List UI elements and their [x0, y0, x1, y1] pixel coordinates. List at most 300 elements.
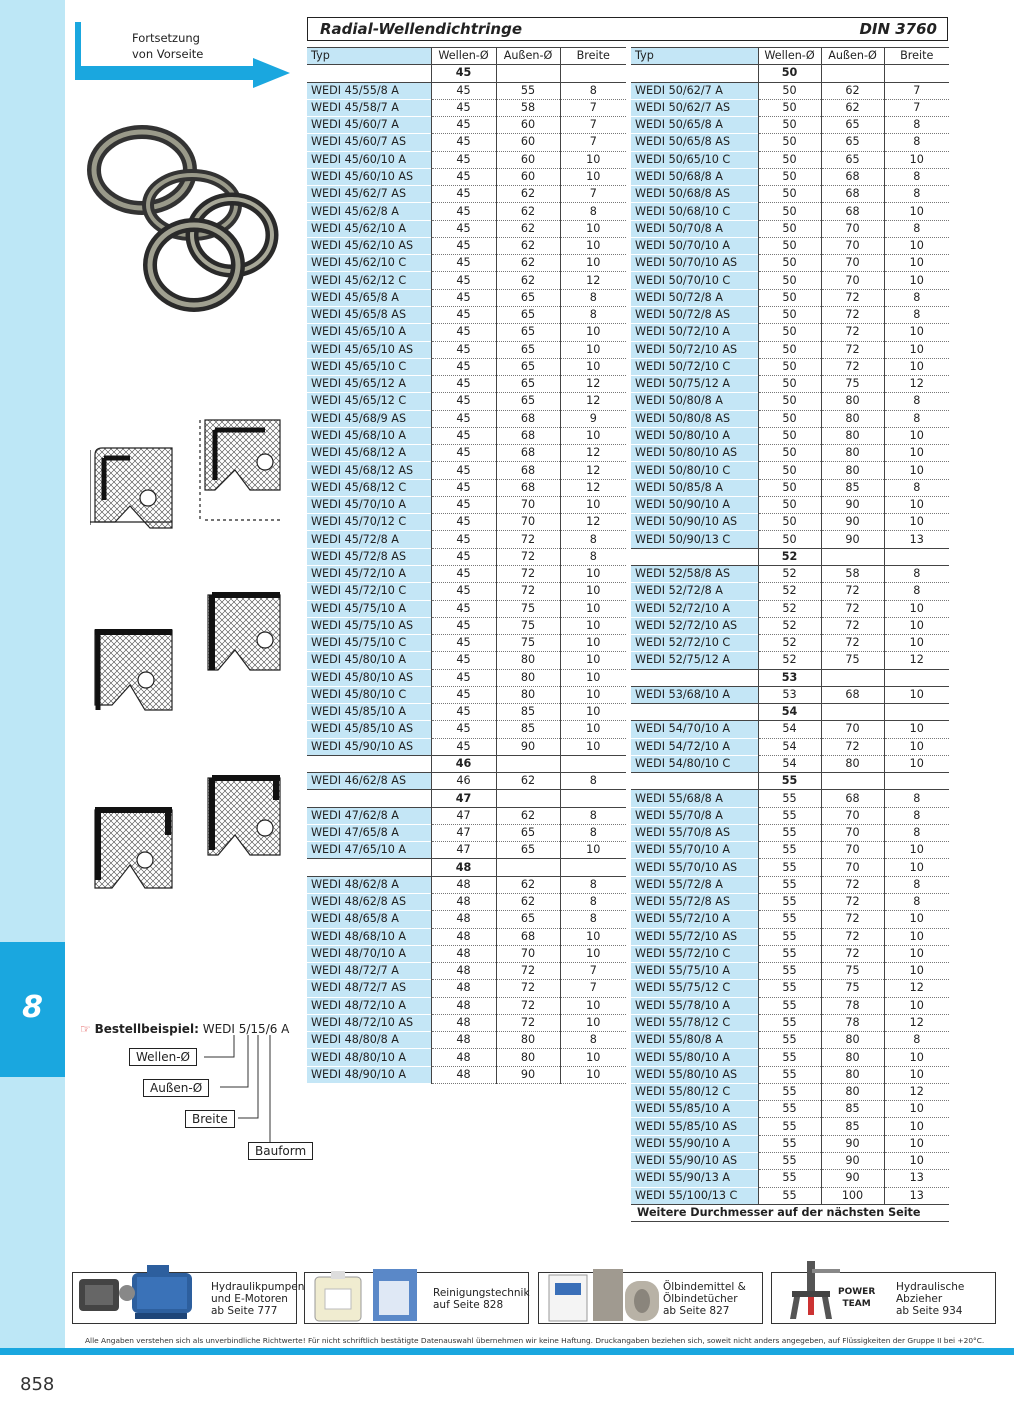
table-row [307, 82, 626, 99]
group-row [631, 65, 949, 82]
cell-width: 10 [560, 617, 626, 634]
cell-shaft-diameter: 45 [431, 514, 496, 531]
cell-outer-diameter: 72 [821, 945, 884, 962]
cell-width: 8 [884, 306, 949, 323]
cell-width: 10 [560, 220, 626, 237]
cell-width: 8 [884, 479, 949, 496]
cell-type: WEDI 55/72/10 AS [631, 928, 758, 945]
cell-width: 10 [884, 445, 949, 462]
cell-shaft-diameter: 48 [431, 1066, 496, 1083]
cell-width: 10 [884, 721, 949, 738]
group-shaft-diameter: 54 [758, 704, 821, 721]
cell-type: WEDI 48/70/10 A [307, 945, 431, 962]
cell-shaft-diameter: 50 [758, 531, 821, 548]
cell-width: 7 [884, 99, 949, 116]
cell-width: 8 [560, 876, 626, 893]
ad-hydraulic-pumps[interactable] [72, 1272, 305, 1324]
table-row [307, 686, 626, 703]
cell-shaft-diameter: 45 [431, 186, 496, 203]
cell-shaft-diameter: 45 [431, 168, 496, 185]
cell-type: WEDI 48/80/8 A [307, 1032, 431, 1049]
table-row [307, 376, 626, 393]
cell-shaft-diameter: 50 [758, 255, 821, 272]
cell-outer-diameter: 85 [496, 704, 560, 721]
cell-outer-diameter: 65 [496, 324, 560, 341]
brand-line-1: POWER [838, 1287, 876, 1297]
order-example [80, 1022, 289, 1036]
cell-type: WEDI 55/78/10 A [631, 997, 758, 1014]
cell-shaft-diameter: 45 [431, 669, 496, 686]
column-header-aussen: Außen-Ø [496, 48, 560, 65]
cell-width: 10 [884, 496, 949, 513]
cell-shaft-diameter: 46 [431, 773, 496, 790]
table-row [631, 237, 949, 254]
cell-shaft-diameter: 45 [431, 462, 496, 479]
table-row [631, 617, 949, 634]
cell-shaft-diameter: 45 [431, 496, 496, 513]
cell-shaft-diameter: 52 [758, 652, 821, 669]
cell-shaft-diameter: 55 [758, 980, 821, 997]
cell-type: WEDI 55/90/13 A [631, 1170, 758, 1187]
table-row [307, 669, 626, 686]
cell-width: 8 [884, 134, 949, 151]
cell-width: 12 [560, 514, 626, 531]
cell-type: WEDI 45/80/10 A [307, 652, 431, 669]
cell-outer-diameter: 80 [496, 669, 560, 686]
table-row [631, 790, 949, 807]
cell-shaft-diameter: 45 [431, 99, 496, 116]
order-part-wellen: Wellen-Ø [129, 1048, 197, 1066]
table-row [631, 168, 949, 185]
table-row [307, 842, 626, 859]
table-row [631, 1153, 949, 1170]
cell-outer-diameter: 75 [821, 963, 884, 980]
cell-shaft-diameter: 45 [431, 410, 496, 427]
cell-shaft-diameter: 45 [431, 237, 496, 254]
cell-type: WEDI 50/70/10 A [631, 237, 758, 254]
cell-width: 8 [560, 203, 626, 220]
table-row [631, 186, 949, 203]
table-row [631, 445, 949, 462]
cell-type: WEDI 45/68/12 A [307, 445, 431, 462]
cell-shaft-diameter: 48 [431, 1032, 496, 1049]
table-row [631, 1032, 949, 1049]
cell-outer-diameter: 72 [821, 876, 884, 893]
cell-shaft-diameter: 45 [431, 117, 496, 134]
cell-width: 8 [560, 894, 626, 911]
cell-type: WEDI 50/70/10 C [631, 272, 758, 289]
cell-shaft-diameter: 50 [758, 272, 821, 289]
cell-outer-diameter: 72 [821, 289, 884, 306]
cell-width: 10 [560, 237, 626, 254]
cell-width: 8 [560, 306, 626, 323]
cell-shaft-diameter: 48 [431, 1049, 496, 1066]
cell-type: WEDI 45/65/10 C [307, 358, 431, 375]
cell-outer-diameter: 80 [821, 427, 884, 444]
cell-width: 10 [560, 635, 626, 652]
group-shaft-diameter: 50 [758, 65, 821, 82]
cell-type: WEDI 50/70/10 AS [631, 255, 758, 272]
group-row [631, 773, 949, 790]
cell-shaft-diameter: 45 [431, 324, 496, 341]
cell-outer-diameter: 68 [496, 445, 560, 462]
cell-outer-diameter: 68 [496, 928, 560, 945]
cell-type: WEDI 55/68/8 A [631, 790, 758, 807]
cell-width: 10 [884, 859, 949, 876]
cell-shaft-diameter: 55 [758, 1083, 821, 1100]
cell-width: 8 [884, 876, 949, 893]
cell-type: WEDI 48/62/8 AS [307, 894, 431, 911]
cell-shaft-diameter: 48 [431, 997, 496, 1014]
cell-outer-diameter: 85 [821, 1101, 884, 1118]
table-row [631, 980, 949, 997]
cell-width: 8 [884, 220, 949, 237]
cell-type: WEDI 48/90/10 A [307, 1066, 431, 1083]
cell-width: 8 [884, 790, 949, 807]
cell-shaft-diameter: 55 [758, 1049, 821, 1066]
table-row [631, 876, 949, 893]
column-header-aussen: Außen-Ø [821, 48, 884, 65]
cell-outer-diameter: 72 [821, 583, 884, 600]
cell-width: 10 [560, 842, 626, 859]
cell-type: WEDI 50/65/8 A [631, 117, 758, 134]
cell-outer-diameter: 80 [496, 652, 560, 669]
cell-shaft-diameter: 55 [758, 894, 821, 911]
cell-shaft-diameter: 50 [758, 134, 821, 151]
order-part-breite: Breite [185, 1110, 235, 1128]
cell-type: WEDI 45/58/7 A [307, 99, 431, 116]
cell-shaft-diameter: 45 [431, 686, 496, 703]
cell-shaft-diameter: 55 [758, 1135, 821, 1152]
cell-outer-diameter: 90 [821, 1170, 884, 1187]
cell-shaft-diameter: 50 [758, 324, 821, 341]
cell-type: WEDI 50/90/10 AS [631, 514, 758, 531]
cell-width: 10 [560, 669, 626, 686]
cell-type: WEDI 50/68/10 C [631, 203, 758, 220]
cell-type: WEDI 55/80/10 AS [631, 1066, 758, 1083]
cell-width: 10 [560, 686, 626, 703]
cell-type: WEDI 45/68/10 A [307, 427, 431, 444]
table-row [631, 1014, 949, 1031]
cell-shaft-diameter: 50 [758, 496, 821, 513]
table-row [631, 427, 949, 444]
cell-outer-diameter: 75 [821, 980, 884, 997]
cell-shaft-diameter: 45 [431, 445, 496, 462]
cell-outer-diameter: 80 [821, 1032, 884, 1049]
cell-outer-diameter: 65 [496, 376, 560, 393]
cell-outer-diameter: 68 [496, 410, 560, 427]
cell-shaft-diameter: 48 [431, 945, 496, 962]
table-row [307, 894, 626, 911]
table-row [631, 531, 949, 548]
cell-type: WEDI 50/75/12 A [631, 376, 758, 393]
cell-width: 10 [560, 738, 626, 755]
table-row [631, 842, 949, 859]
cell-type: WEDI 48/72/10 AS [307, 1014, 431, 1031]
table-row [307, 514, 626, 531]
table-footer-note: Weitere Durchmesser auf der nächsten Seite [631, 1204, 949, 1221]
cell-shaft-diameter: 55 [758, 1066, 821, 1083]
table-row [307, 358, 626, 375]
cell-outer-diameter: 80 [496, 686, 560, 703]
cell-type: WEDI 45/62/10 C [307, 255, 431, 272]
cell-type: WEDI 55/72/8 AS [631, 894, 758, 911]
cell-shaft-diameter: 50 [758, 479, 821, 496]
cell-width: 10 [884, 514, 949, 531]
cell-width: 10 [884, 755, 949, 772]
cell-outer-diameter: 68 [821, 186, 884, 203]
seal-table-right [631, 47, 949, 1222]
table-row [307, 99, 626, 116]
table-row [631, 341, 949, 358]
brand-line-2: TEAM [842, 1299, 871, 1309]
order-part-bauform: Bauform [248, 1142, 313, 1160]
cell-width: 10 [560, 945, 626, 962]
cell-type: WEDI 52/75/12 A [631, 652, 758, 669]
table-row [631, 1083, 949, 1100]
cell-outer-diameter: 80 [821, 393, 884, 410]
table-row [307, 600, 626, 617]
cell-outer-diameter: 90 [821, 496, 884, 513]
cell-type: WEDI 50/62/7 A [631, 82, 758, 99]
cell-type: WEDI 45/60/7 A [307, 117, 431, 134]
cell-shaft-diameter: 45 [431, 479, 496, 496]
ad-1-line-2: und E-Motoren [211, 1293, 288, 1305]
cell-shaft-diameter: 52 [758, 565, 821, 582]
table-row [631, 911, 949, 928]
cell-shaft-diameter: 50 [758, 203, 821, 220]
cell-outer-diameter: 72 [496, 997, 560, 1014]
group-row [307, 859, 626, 876]
cell-type: WEDI 50/85/8 A [631, 479, 758, 496]
table-row [631, 894, 949, 911]
seal-cross-sections [90, 410, 290, 940]
cell-type: WEDI 55/72/10 C [631, 945, 758, 962]
cell-shaft-diameter: 55 [758, 997, 821, 1014]
cell-type: WEDI 48/72/10 A [307, 997, 431, 1014]
group-shaft-diameter: 48 [431, 859, 496, 876]
group-shaft-diameter: 46 [431, 755, 496, 772]
cell-outer-diameter: 72 [821, 358, 884, 375]
table-row [631, 1118, 949, 1135]
column-header-typ: Typ [631, 48, 758, 65]
cell-type: WEDI 45/65/12 A [307, 376, 431, 393]
table-row [307, 445, 626, 462]
table-row [631, 479, 949, 496]
cell-width: 12 [560, 479, 626, 496]
cell-width: 10 [884, 1049, 949, 1066]
cell-outer-diameter: 65 [821, 134, 884, 151]
cell-outer-diameter: 70 [821, 255, 884, 272]
cell-outer-diameter: 80 [821, 462, 884, 479]
table-row [307, 963, 626, 980]
cell-width: 8 [884, 1032, 949, 1049]
cell-shaft-diameter: 50 [758, 220, 821, 237]
cell-width: 8 [884, 583, 949, 600]
table-row [307, 134, 626, 151]
cell-outer-diameter: 72 [496, 531, 560, 548]
pointing-hand-icon: ☞ [80, 1022, 91, 1036]
chapter-number: 8 [22, 990, 43, 1025]
cell-shaft-diameter: 45 [431, 738, 496, 755]
group-row [307, 755, 626, 772]
cell-outer-diameter: 75 [821, 376, 884, 393]
table-row [631, 997, 949, 1014]
cell-width: 10 [884, 1066, 949, 1083]
cell-type: WEDI 46/62/8 AS [307, 773, 431, 790]
table-row [631, 583, 949, 600]
table-row [307, 548, 626, 565]
cell-shaft-diameter: 50 [758, 117, 821, 134]
cell-width: 10 [884, 324, 949, 341]
cell-shaft-diameter: 45 [431, 600, 496, 617]
cell-shaft-diameter: 55 [758, 807, 821, 824]
cell-outer-diameter: 85 [496, 721, 560, 738]
cell-shaft-diameter: 55 [758, 911, 821, 928]
cell-type: WEDI 55/70/10 AS [631, 859, 758, 876]
column-header-breite: Breite [560, 48, 626, 65]
cell-shaft-diameter: 45 [431, 306, 496, 323]
cell-shaft-diameter: 50 [758, 341, 821, 358]
cell-outer-diameter: 65 [496, 911, 560, 928]
table-row [307, 151, 626, 168]
group-row [631, 704, 949, 721]
cell-shaft-diameter: 48 [431, 963, 496, 980]
table-row [307, 980, 626, 997]
cell-outer-diameter: 62 [821, 82, 884, 99]
table-row [631, 306, 949, 323]
cell-shaft-diameter: 48 [431, 911, 496, 928]
cell-width: 12 [884, 1014, 949, 1031]
cell-type: WEDI 45/90/10 AS [307, 738, 431, 755]
cell-type: WEDI 50/72/10 C [631, 358, 758, 375]
cell-width: 8 [884, 894, 949, 911]
cell-width: 8 [560, 773, 626, 790]
cell-shaft-diameter: 55 [758, 876, 821, 893]
ad-hydraulic-pullers[interactable] [771, 1272, 996, 1324]
cell-outer-diameter: 62 [496, 807, 560, 824]
cell-shaft-diameter: 45 [431, 617, 496, 634]
table-row [307, 1049, 626, 1066]
cell-type: WEDI 55/90/10 AS [631, 1153, 758, 1170]
cell-width: 10 [560, 600, 626, 617]
cell-outer-diameter: 58 [496, 99, 560, 116]
column-header-wellen: Wellen-Ø [758, 48, 821, 65]
cell-outer-diameter: 62 [496, 894, 560, 911]
din-standard: DIN 3760 [859, 20, 937, 38]
cell-outer-diameter: 80 [821, 445, 884, 462]
cell-outer-diameter: 62 [496, 876, 560, 893]
cell-width: 8 [560, 807, 626, 824]
cell-width: 10 [560, 721, 626, 738]
table-row [631, 565, 949, 582]
cell-shaft-diameter: 45 [431, 220, 496, 237]
cell-width: 10 [884, 686, 949, 703]
cell-outer-diameter: 80 [821, 1049, 884, 1066]
cell-type: WEDI 55/100/13 C [631, 1187, 758, 1204]
cell-outer-diameter: 100 [821, 1187, 884, 1204]
ad-cleaning[interactable] [304, 1272, 529, 1324]
cell-width: 13 [884, 531, 949, 548]
cell-width: 8 [884, 393, 949, 410]
cell-type: WEDI 48/68/10 A [307, 928, 431, 945]
table-row [631, 1101, 949, 1118]
ad-4-line-2: Abzieher [896, 1293, 943, 1305]
cell-width: 7 [560, 186, 626, 203]
cell-width: 8 [560, 911, 626, 928]
table-row [307, 652, 626, 669]
cell-shaft-diameter: 48 [431, 980, 496, 997]
cell-type: WEDI 50/90/10 A [631, 496, 758, 513]
column-header-wellen: Wellen-Ø [431, 48, 496, 65]
table-row [307, 807, 626, 824]
cell-width: 7 [884, 82, 949, 99]
table-row [307, 117, 626, 134]
table-row [631, 203, 949, 220]
column-header-breite: Breite [884, 48, 949, 65]
cell-width: 8 [560, 531, 626, 548]
cell-width: 12 [560, 462, 626, 479]
cell-width: 8 [884, 186, 949, 203]
table-header [307, 48, 626, 65]
table-row [631, 358, 949, 375]
table-row [631, 807, 949, 824]
cell-outer-diameter: 68 [821, 168, 884, 185]
cell-outer-diameter: 72 [821, 911, 884, 928]
cell-outer-diameter: 68 [821, 686, 884, 703]
cell-type: WEDI 50/70/8 A [631, 220, 758, 237]
continuation-line-2: von Vorseite [132, 47, 204, 61]
cell-type: WEDI 47/62/8 A [307, 807, 431, 824]
cell-type: WEDI 55/85/10 A [631, 1101, 758, 1118]
cell-outer-diameter: 72 [821, 894, 884, 911]
cell-width: 10 [884, 842, 949, 859]
cell-type: WEDI 48/80/10 A [307, 1049, 431, 1066]
table-row [307, 393, 626, 410]
table-footer-row [631, 1204, 949, 1221]
cell-outer-diameter: 65 [496, 842, 560, 859]
table-row [631, 859, 949, 876]
table-row [307, 1066, 626, 1083]
cell-outer-diameter: 68 [496, 427, 560, 444]
cell-width: 8 [560, 1032, 626, 1049]
cell-width: 10 [560, 583, 626, 600]
cell-outer-diameter: 62 [496, 186, 560, 203]
cell-type: WEDI 45/75/10 C [307, 635, 431, 652]
cell-shaft-diameter: 45 [431, 289, 496, 306]
cell-shaft-diameter: 55 [758, 790, 821, 807]
cell-width: 10 [884, 1118, 949, 1135]
cell-type: WEDI 55/70/8 AS [631, 824, 758, 841]
ad-oil-binders[interactable] [538, 1272, 763, 1324]
cell-shaft-diameter: 47 [431, 824, 496, 841]
ad-row [72, 1272, 996, 1324]
cell-outer-diameter: 68 [821, 790, 884, 807]
cell-outer-diameter: 78 [821, 997, 884, 1014]
cell-outer-diameter: 90 [821, 1135, 884, 1152]
cell-shaft-diameter: 54 [758, 755, 821, 772]
cell-type: WEDI 50/65/10 C [631, 151, 758, 168]
cell-shaft-diameter: 50 [758, 376, 821, 393]
cell-shaft-diameter: 50 [758, 445, 821, 462]
cell-shaft-diameter: 55 [758, 1032, 821, 1049]
cell-width: 8 [884, 117, 949, 134]
table-row [631, 652, 949, 669]
cell-shaft-diameter: 55 [758, 1101, 821, 1118]
cell-outer-diameter: 72 [821, 341, 884, 358]
cell-outer-diameter: 62 [496, 203, 560, 220]
cell-type: WEDI 55/75/12 C [631, 980, 758, 997]
